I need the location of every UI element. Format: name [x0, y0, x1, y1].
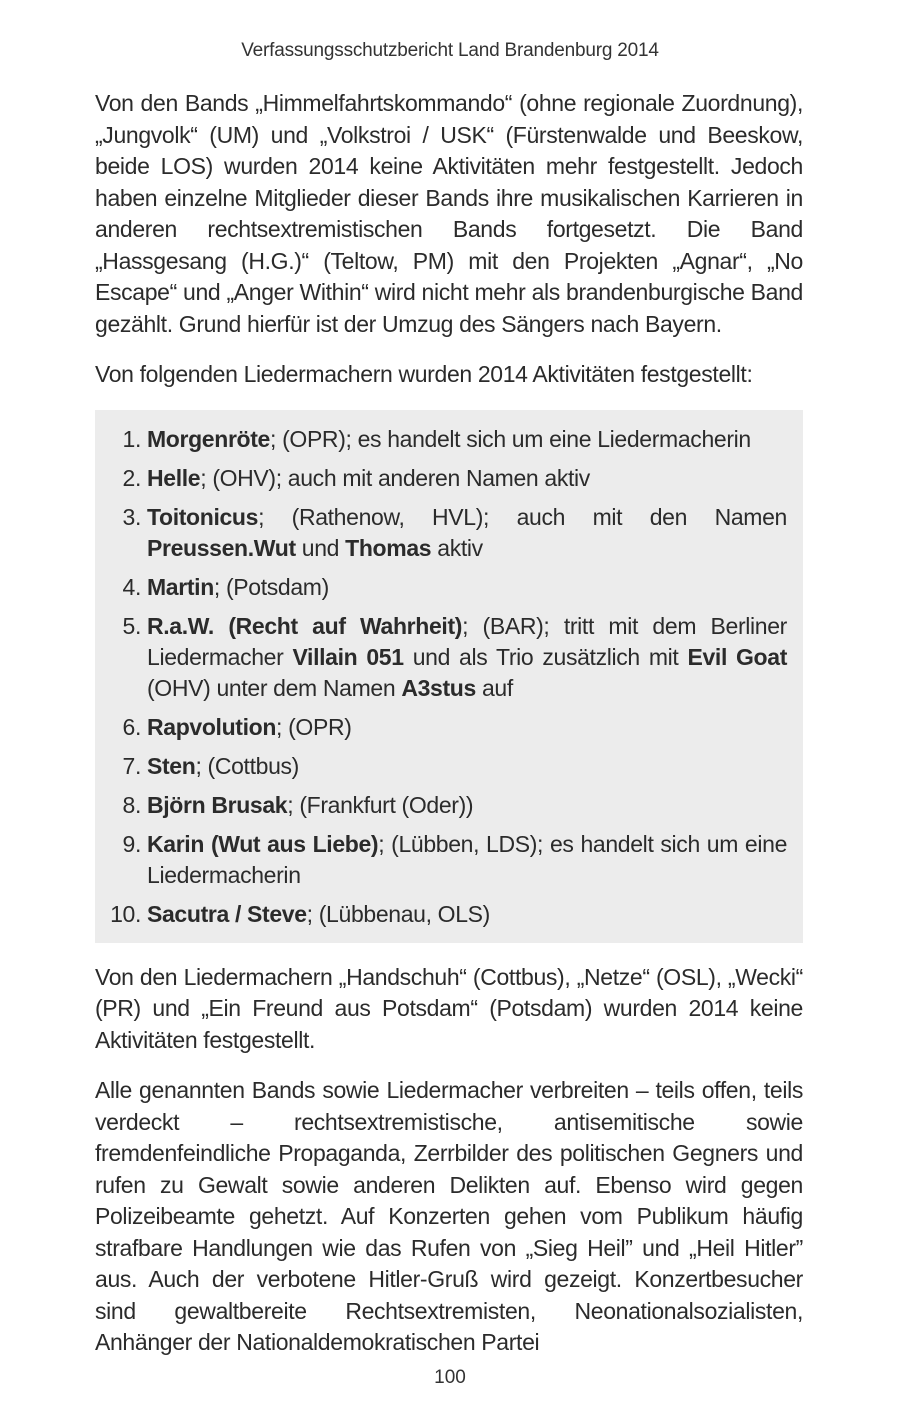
list-item	[95, 572, 787, 603]
list-number: 9.	[122, 830, 141, 857]
list-item	[95, 712, 787, 743]
singer-details: ; (Potsdam)	[213, 573, 329, 600]
list-item	[95, 829, 787, 891]
list-number: 3.	[122, 503, 141, 530]
list-item	[95, 502, 787, 564]
running-header: Verfassungsschutzbericht Land Brandenburg 2014	[241, 40, 659, 61]
singer-name: Karin (Wut aus Liebe)	[147, 830, 379, 857]
singer-details: (OHV) unter dem Namen	[147, 674, 402, 701]
paragraph-propaganda: Alle genannten Bands sowie Liedermacher verbreiten – teils offen, teils verdeckt – rechtsextremistische, antisemitische sowie fremdenfeindliche Propaganda, Zerrbilder des politischen Gegners und rufen zu Gewalt sowie anderen Delikten auf. Ebenso wird gegen Polizeibeamte gehetzt. Auf Konzerten gehen vom Publikum häufig strafbare Handlungen wie das Rufen von „Sieg Heil” und „Heil Hitler” aus. Auch der verbotene Hitler-Gruß wird gezeigt. Konzertbesucher sind gewaltbereite Rechtsextremisten, Neonationalsozialisten, Anhänger der Nationaldemokratischen Partei	[95, 1077, 803, 1355]
list-item	[95, 611, 787, 704]
singer-name: Toitonicus	[147, 503, 259, 530]
singer-name: Sten	[147, 752, 196, 779]
alias-name: A3stus	[401, 674, 476, 701]
paragraph-inactive-singers: Von den Liedermachern „Handschuh“ (Cottbus), „Netze“ (OSL), „Wecki“ (PR) und „Ein Freund aus Potsdam“ (Potsdam) wurden 2014 keine Aktivitäten festgestellt.	[95, 963, 803, 1053]
list-number: 2.	[122, 464, 141, 491]
alias-name: Evil Goat	[687, 643, 788, 670]
singer-details: ; (Lübben, LDS); es handelt sich um eine Liedermacherin	[147, 830, 788, 888]
singer-details: ; (OPR); es handelt sich um eine Liedermacherin	[270, 425, 751, 452]
singer-name: Björn Brusak	[147, 791, 288, 818]
list-number: 6.	[122, 713, 141, 740]
singer-details: auf	[475, 674, 513, 701]
page-number: 100	[434, 1367, 466, 1388]
singer-details: ; (Rathenow, HVL); auch mit den Namen	[258, 503, 787, 530]
paragraph-bands: Von den Bands „Himmelfahrtskommando“ (ohne regionale Zuordnung), „Jungvolk“ (UM) und „Volkstroi / USK“ (Fürstenwalde und Beeskow, beide LOS) wurden 2014 keine Aktivitäten mehr festgestellt. Jedoch haben einzelne Mitglieder dieser Bands ihre musikalischen Karrieren in anderen rechtsextremistischen Bands fortgesetzt. Die Band „Hassgesang (H.G.)“ (Teltow, PM) mit den Projekten „Agnar“, „No Escape“ und „Anger Within“ wird nicht mehr als brandenburgische Band gezählt. Grund hierfür ist der Umzug des Sängers nach Bayern.	[95, 90, 803, 337]
liedermacher-list	[95, 424, 787, 930]
list-item	[95, 790, 787, 821]
list-item	[95, 899, 787, 930]
list-number: 8.	[122, 791, 141, 818]
paragraph-list-intro: Von folgenden Liedermachern wurden 2014 Aktivitäten festgestellt:	[95, 361, 753, 387]
alias-name: Preussen.Wut	[147, 534, 296, 561]
singer-name: Rapvolution	[147, 713, 277, 740]
singer-name: Martin	[147, 573, 214, 600]
singer-name: R.a.W. (Recht auf Wahrheit)	[147, 612, 463, 639]
singer-details: ; (BAR); tritt mit dem Berliner Liedermacher	[147, 612, 787, 670]
singer-details: ; (OHV); auch mit anderen Namen aktiv	[200, 464, 590, 491]
list-number: 5.	[122, 612, 141, 639]
singer-details: und	[295, 534, 346, 561]
list-number: 1.	[122, 425, 141, 452]
list-number: 7.	[122, 752, 141, 779]
list-number: 10.	[110, 900, 141, 927]
singer-name: Sacutra / Steve	[147, 900, 307, 927]
list-item	[95, 463, 787, 494]
singer-name: Morgenröte	[147, 425, 271, 452]
singer-name: Helle	[147, 464, 201, 491]
singer-details: ; (Lübbenau, OLS)	[306, 900, 490, 927]
singer-details: ; (Frankfurt (Oder))	[287, 791, 474, 818]
singer-details: ; (OPR)	[276, 713, 352, 740]
singer-details: aktiv	[431, 534, 483, 561]
liedermacher-list-box	[95, 410, 803, 943]
alias-name: Thomas	[345, 534, 432, 561]
list-number: 4.	[122, 573, 141, 600]
list-item	[95, 424, 787, 455]
alias-name: Villain 051	[292, 643, 404, 670]
singer-details: ; (Cottbus)	[195, 752, 299, 779]
page-content	[95, 88, 803, 1378]
singer-details: und als Trio zusätzlich mit	[403, 643, 688, 670]
list-item	[95, 751, 787, 782]
